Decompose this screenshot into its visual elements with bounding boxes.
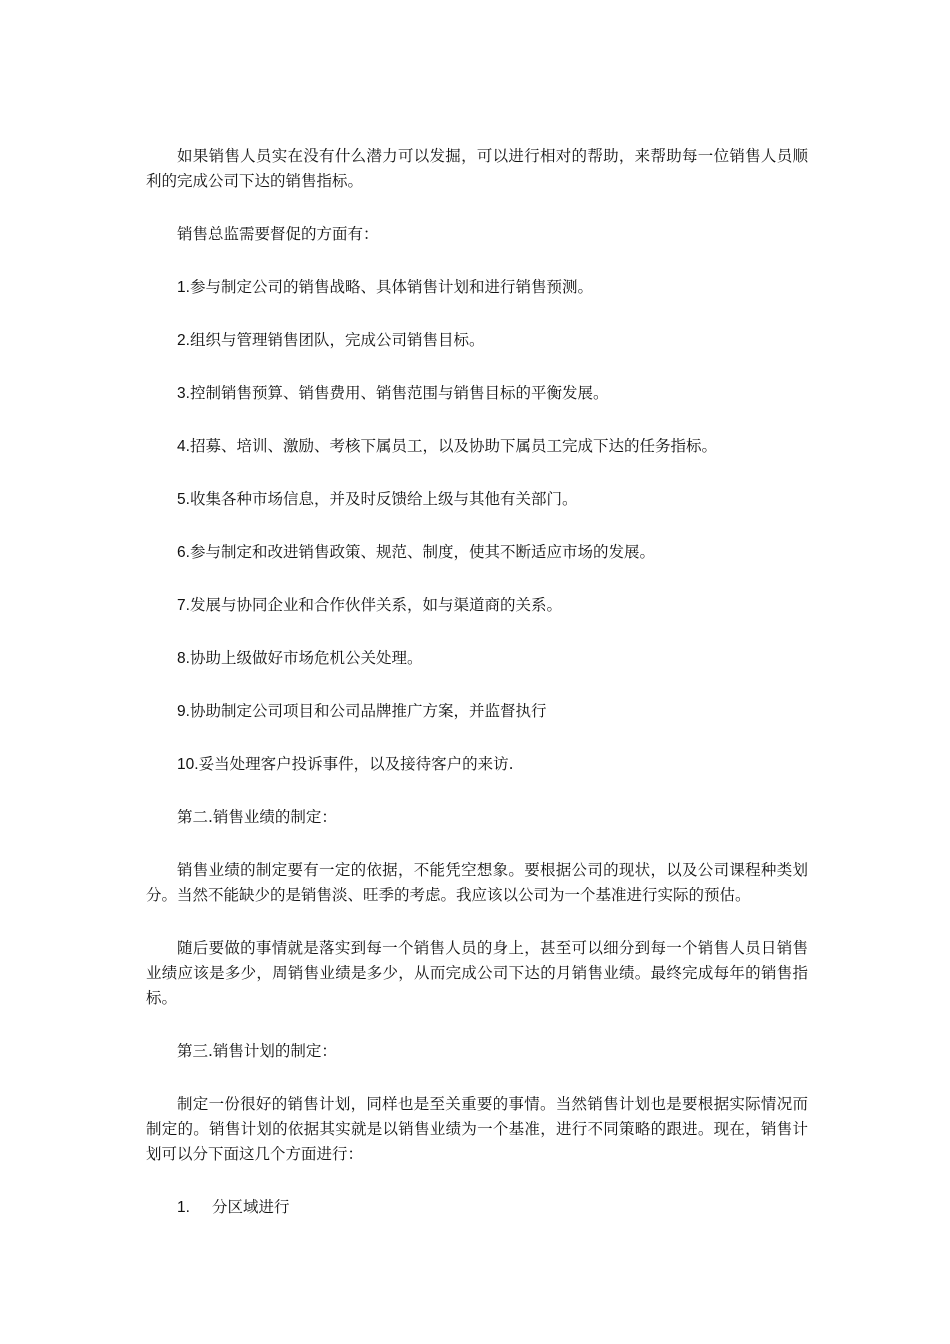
document-page	[146, 144, 808, 1220]
plan-item-text: 分区域进行	[212, 1198, 290, 1216]
duty-text: 协助上级做好市场危机公关处理。	[189, 649, 423, 667]
intro-paragraph: 如果销售人员实在没有什么潜力可以发掘，可以进行相对的帮助，来帮助每一位销售人员顺利的完成公司下达的销售指标。	[146, 147, 808, 190]
duty-text: 发展与协同企业和合作伙伴关系，如与渠道商的关系。	[189, 596, 562, 614]
duty-text: 协助制定公司项目和公司品牌推广方案，并监督执行	[189, 702, 547, 720]
duty-number: 3.	[177, 385, 190, 402]
duty-number: 9.	[177, 703, 190, 720]
plan-item-number: 1.	[177, 1199, 190, 1216]
duty-number: 10.	[177, 756, 199, 773]
duty-number: 8.	[177, 650, 190, 667]
section3-paragraph-1: 制定一份很好的销售计划，同样也是至关重要的事情。当然销售计划也是要根据实际情况而制定的。销售计划的依据其实就是以销售业绩为一个基准，进行不同策略的跟进。现在，销售计划可以分下面这几个方面进行：	[146, 1095, 808, 1163]
duty-item	[177, 646, 808, 671]
duty-item	[177, 487, 808, 512]
duty-number: 1.	[177, 279, 190, 296]
duty-item	[177, 540, 808, 565]
duty-item	[177, 593, 808, 618]
duty-number: 7.	[177, 597, 190, 614]
duty-number: 4.	[177, 438, 190, 455]
duty-item	[177, 275, 808, 300]
section2-paragraph-2: 随后要做的事情就是落实到每一个销售人员的身上，甚至可以细分到每一个销售人员日销售业绩应该是多少，周销售业绩是多少，从而完成公司下达的月销售业绩。最终完成每年的销售指标。	[146, 939, 808, 1007]
section2-heading: 第二.销售业绩的制定：	[177, 808, 337, 826]
duty-number: 2.	[177, 332, 190, 349]
duty-item	[177, 752, 808, 777]
duty-item	[177, 381, 808, 406]
duty-text: 收集各种市场信息，并及时反馈给上级与其他有关部门。	[189, 490, 578, 508]
supervise-heading: 销售总监需要督促的方面有：	[177, 225, 379, 243]
section3-heading: 第三.销售计划的制定：	[177, 1042, 337, 1060]
duty-text: 妥当处理客户投诉事件，以及接待客户的来访.	[198, 755, 514, 773]
duty-text: 组织与管理销售团队，完成公司销售目标。	[189, 331, 485, 349]
duty-number: 5.	[177, 491, 190, 508]
section2-paragraph-1: 销售业绩的制定要有一定的依据，不能凭空想象。要根据公司的现状，以及公司课程种类划分。当然不能缺少的是销售淡、旺季的考虑。我应该以公司为一个基准进行实际的预估。	[146, 861, 808, 904]
duty-text: 控制销售预算、销售费用、销售范围与销售目标的平衡发展。	[189, 384, 609, 402]
duty-item	[177, 434, 808, 459]
duty-text: 参与制定公司的销售战略、具体销售计划和进行销售预测。	[189, 278, 593, 296]
duty-item	[177, 699, 808, 724]
duty-item	[177, 328, 808, 353]
duty-number: 6.	[177, 544, 190, 561]
duty-text: 招募、培训、激励、考核下属员工，以及协助下属员工完成下达的任务指标。	[189, 437, 717, 455]
plan-list-item	[177, 1195, 808, 1220]
duty-text: 参与制定和改进销售政策、规范、制度，使其不断适应市场的发展。	[189, 543, 655, 561]
